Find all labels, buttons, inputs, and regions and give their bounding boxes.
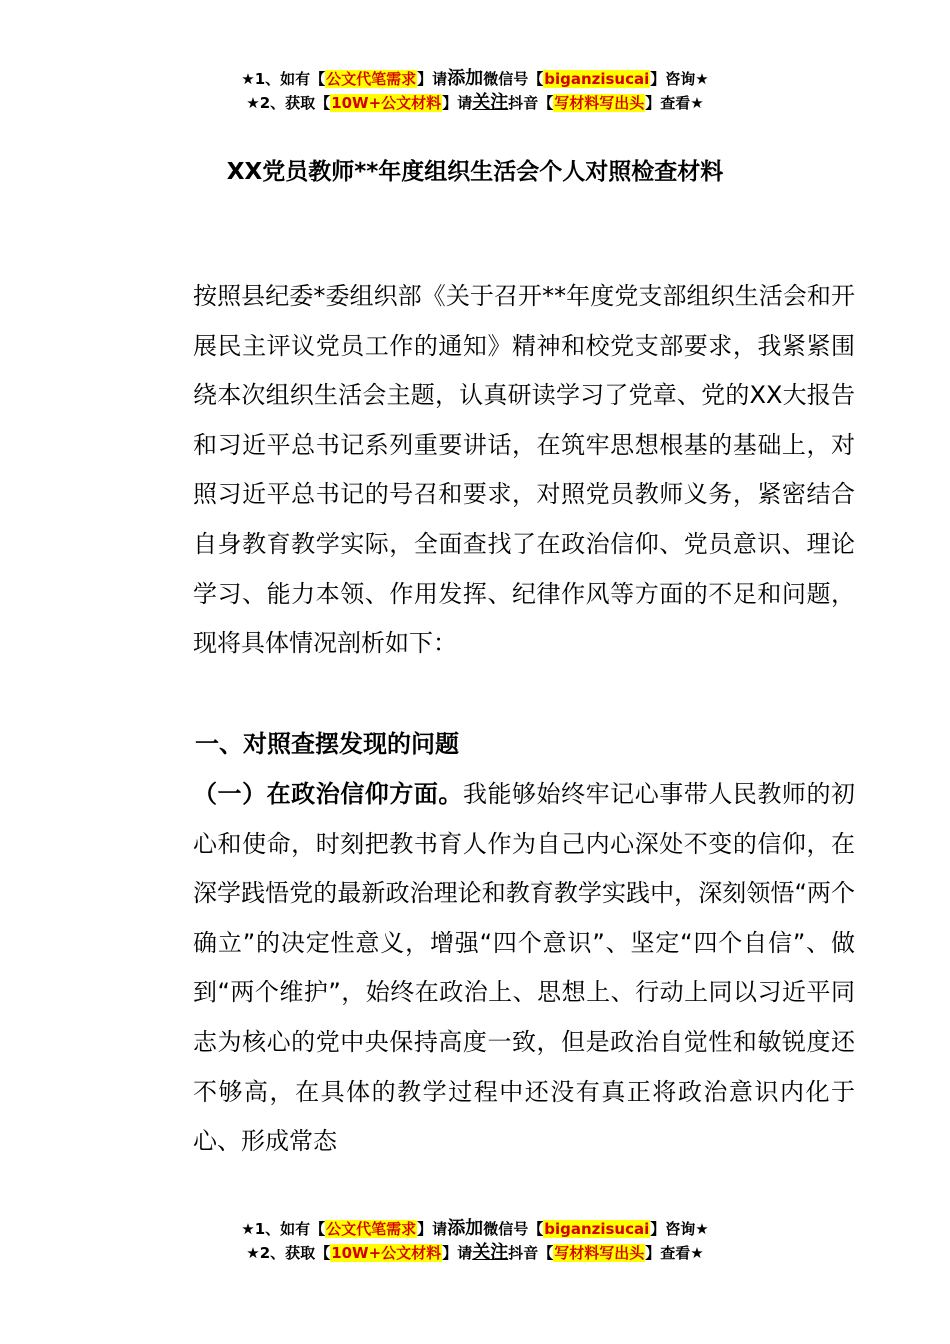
promo-text: 】咨询★ bbox=[650, 70, 709, 88]
promo-highlight: 公文代笔需求 bbox=[326, 1220, 417, 1238]
promo-line-1 bbox=[0, 1217, 950, 1241]
promo-text: 抖音【 bbox=[508, 94, 554, 112]
promo-douyin-id: 写材料写出头 bbox=[554, 1244, 645, 1262]
promo-wechat-id: biganzisucai bbox=[544, 1220, 650, 1238]
document-title: XX党员教师**年度组织生活会个人对照检查材料 bbox=[226, 159, 724, 185]
promo-text: 】请 bbox=[442, 1244, 473, 1262]
subsection-text: 我能够始终牢记心事带人民教师的初心和使命，时刻把教书育人作为自己内心深处不变的信仰，在深学践悟党的最新政治理论和教育教学实践中，深刻领悟“两个确立”的决定性意义，增强“四个意识”、坚定“四个自信”、做到“两个维护”，始终在政治上、思想上、行动上同以习近平同志为核心的党中央保持高度一致，但是政治自觉性和敏锐度还不够高，在具体的教学过程中还没有真正将政治意识内化于心、形成常态 bbox=[193, 780, 856, 1156]
promo-text: 】查看★ bbox=[645, 1244, 704, 1262]
promo-highlight: 10W+公文材料 bbox=[331, 94, 442, 112]
subsection-paragraph bbox=[145, 770, 855, 1167]
promo-highlight: 公文代笔需求 bbox=[326, 70, 417, 88]
promo-emphasis: 关注 bbox=[472, 1242, 509, 1263]
promo-text: ★2、获取【 bbox=[246, 94, 331, 112]
subsection-label: （一）在政治信仰方面。 bbox=[193, 780, 463, 808]
promo-text: 微信号【 bbox=[483, 70, 544, 88]
promo-emphasis: 添加 bbox=[447, 68, 484, 89]
promo-text: ★1、如有【 bbox=[241, 70, 326, 88]
promo-douyin-id: 写材料写出头 bbox=[554, 94, 645, 112]
promo-text: 抖音【 bbox=[508, 1244, 554, 1262]
promo-emphasis: 添加 bbox=[447, 1218, 484, 1239]
intro-paragraph: 按照县纪委*委组织部《关于召开**年度党支部组织生活会和开展民主评议党员工作的通知》精神和校党支部要求，我紧紧围绕本次组织生活会主题，认真研读学习了党章、党的XX大报告和习近平总书记系列重要讲话，在筑牢思想根基的基础上，对照习近平总书记的号召和要求，对照党员教师义务，紧密结合自身教育教学实际，全面查找了在政治信仰、党员意识、理论学习、能力本领、作用发挥、纪律作风等方面的不足和问题，现将具体情况剖析如下： bbox=[193, 282, 855, 658]
promo-wechat-id: biganzisucai bbox=[544, 70, 650, 88]
promo-highlight: 10W+公文材料 bbox=[331, 1244, 442, 1262]
promo-text: 】请 bbox=[442, 94, 473, 112]
promo-banner-top bbox=[0, 67, 950, 115]
promo-text: 】请 bbox=[417, 70, 448, 88]
promo-line-2 bbox=[0, 91, 950, 115]
promo-emphasis: 关注 bbox=[472, 92, 509, 113]
promo-banner-bottom bbox=[0, 1217, 950, 1265]
promo-line-2 bbox=[0, 1241, 950, 1265]
promo-text: ★2、获取【 bbox=[246, 1244, 331, 1262]
promo-text: 】查看★ bbox=[645, 94, 704, 112]
promo-text: 】咨询★ bbox=[650, 1220, 709, 1238]
promo-text: 】请 bbox=[417, 1220, 448, 1238]
section-heading: 一、对照查摆发现的问题 bbox=[195, 730, 459, 758]
promo-text: ★1、如有【 bbox=[241, 1220, 326, 1238]
promo-line-1 bbox=[0, 67, 950, 91]
promo-text: 微信号【 bbox=[483, 1220, 544, 1238]
